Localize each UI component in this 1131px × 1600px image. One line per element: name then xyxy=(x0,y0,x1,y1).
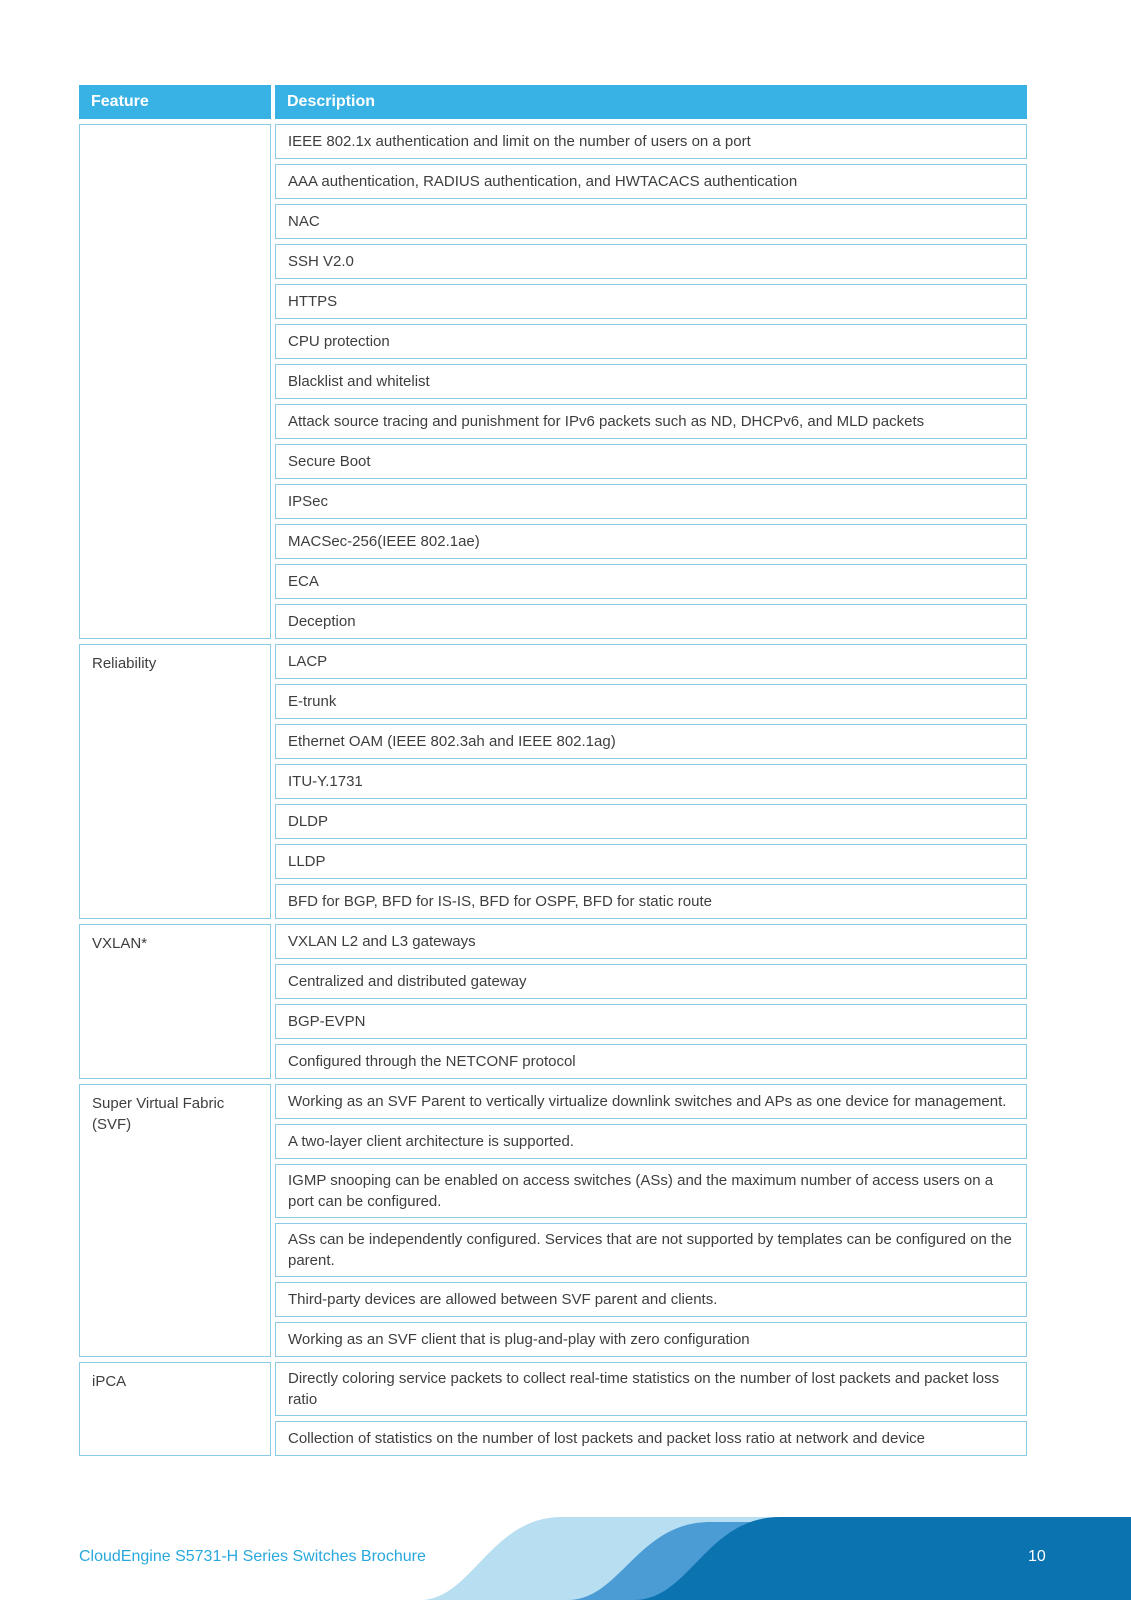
description-cell: Collection of statistics on the number of lost packets and packet loss ratio at network and device xyxy=(275,1421,1027,1456)
description-cell: Deception xyxy=(275,604,1027,639)
description-cell: Attack source tracing and punishment for IPv6 packets such as ND, DHCPv6, and MLD packets xyxy=(275,404,1027,439)
table-row xyxy=(79,124,1027,159)
description-cell: BFD for BGP, BFD for IS-IS, BFD for OSPF, BFD for static route xyxy=(275,884,1027,919)
description-cell: A two-layer client architecture is supported. xyxy=(275,1124,1027,1159)
description-cell: Directly coloring service packets to collect real-time statistics on the number of lost packets and packet loss ratio xyxy=(275,1362,1027,1416)
column-header-description: Description xyxy=(275,85,1027,119)
description-cell: ITU-Y.1731 xyxy=(275,764,1027,799)
table-row xyxy=(79,644,1027,679)
table-body xyxy=(79,124,1027,1456)
description-cell: Blacklist and whitelist xyxy=(275,364,1027,399)
description-cell: ECA xyxy=(275,564,1027,599)
feature-cell: VXLAN* xyxy=(79,924,271,1079)
description-cell: E-trunk xyxy=(275,684,1027,719)
footer-document-title: CloudEngine S5731-H Series Switches Brochure xyxy=(79,1548,426,1565)
description-cell: MACSec-256(IEEE 802.1ae) xyxy=(275,524,1027,559)
feature-cell xyxy=(79,124,271,639)
table-row xyxy=(79,924,1027,959)
description-cell: Working as an SVF client that is plug-and-play with zero configuration xyxy=(275,1322,1027,1357)
page-number: 10 xyxy=(1028,1548,1046,1565)
description-cell: Third-party devices are allowed between SVF parent and clients. xyxy=(275,1282,1027,1317)
description-cell: IGMP snooping can be enabled on access switches (ASs) and the maximum number of access users on a port can be configured. xyxy=(275,1164,1027,1218)
description-cell: Working as an SVF Parent to vertically virtualize downlink switches and APs as one device for management. xyxy=(275,1084,1027,1119)
feature-cell: Reliability xyxy=(79,644,271,919)
description-cell: Centralized and distributed gateway xyxy=(275,964,1027,999)
description-cell: Secure Boot xyxy=(275,444,1027,479)
description-cell: Ethernet OAM (IEEE 802.3ah and IEEE 802.1ag) xyxy=(275,724,1027,759)
description-cell: NAC xyxy=(275,204,1027,239)
description-cell: CPU protection xyxy=(275,324,1027,359)
feature-cell: Super Virtual Fabric (SVF) xyxy=(79,1084,271,1357)
description-cell: BGP-EVPN xyxy=(275,1004,1027,1039)
table-header-row xyxy=(79,85,1027,119)
description-cell: IPSec xyxy=(275,484,1027,519)
description-cell: VXLAN L2 and L3 gateways xyxy=(275,924,1027,959)
description-cell: AAA authentication, RADIUS authentication, and HWTACACS authentication xyxy=(275,164,1027,199)
column-header-feature: Feature xyxy=(79,85,271,119)
feature-cell: iPCA xyxy=(79,1362,271,1456)
description-cell: ASs can be independently configured. Services that are not supported by templates can be configured on the parent. xyxy=(275,1223,1027,1277)
table-row xyxy=(79,1084,1027,1119)
description-cell: HTTPS xyxy=(275,284,1027,319)
feature-table xyxy=(75,80,1031,1461)
description-cell: SSH V2.0 xyxy=(275,244,1027,279)
description-cell: LLDP xyxy=(275,844,1027,879)
footer-wave-graphic xyxy=(0,1480,1131,1600)
description-cell: DLDP xyxy=(275,804,1027,839)
description-cell: LACP xyxy=(275,644,1027,679)
table-row xyxy=(79,1362,1027,1416)
description-cell: IEEE 802.1x authentication and limit on the number of users on a port xyxy=(275,124,1027,159)
description-cell: Configured through the NETCONF protocol xyxy=(275,1044,1027,1079)
